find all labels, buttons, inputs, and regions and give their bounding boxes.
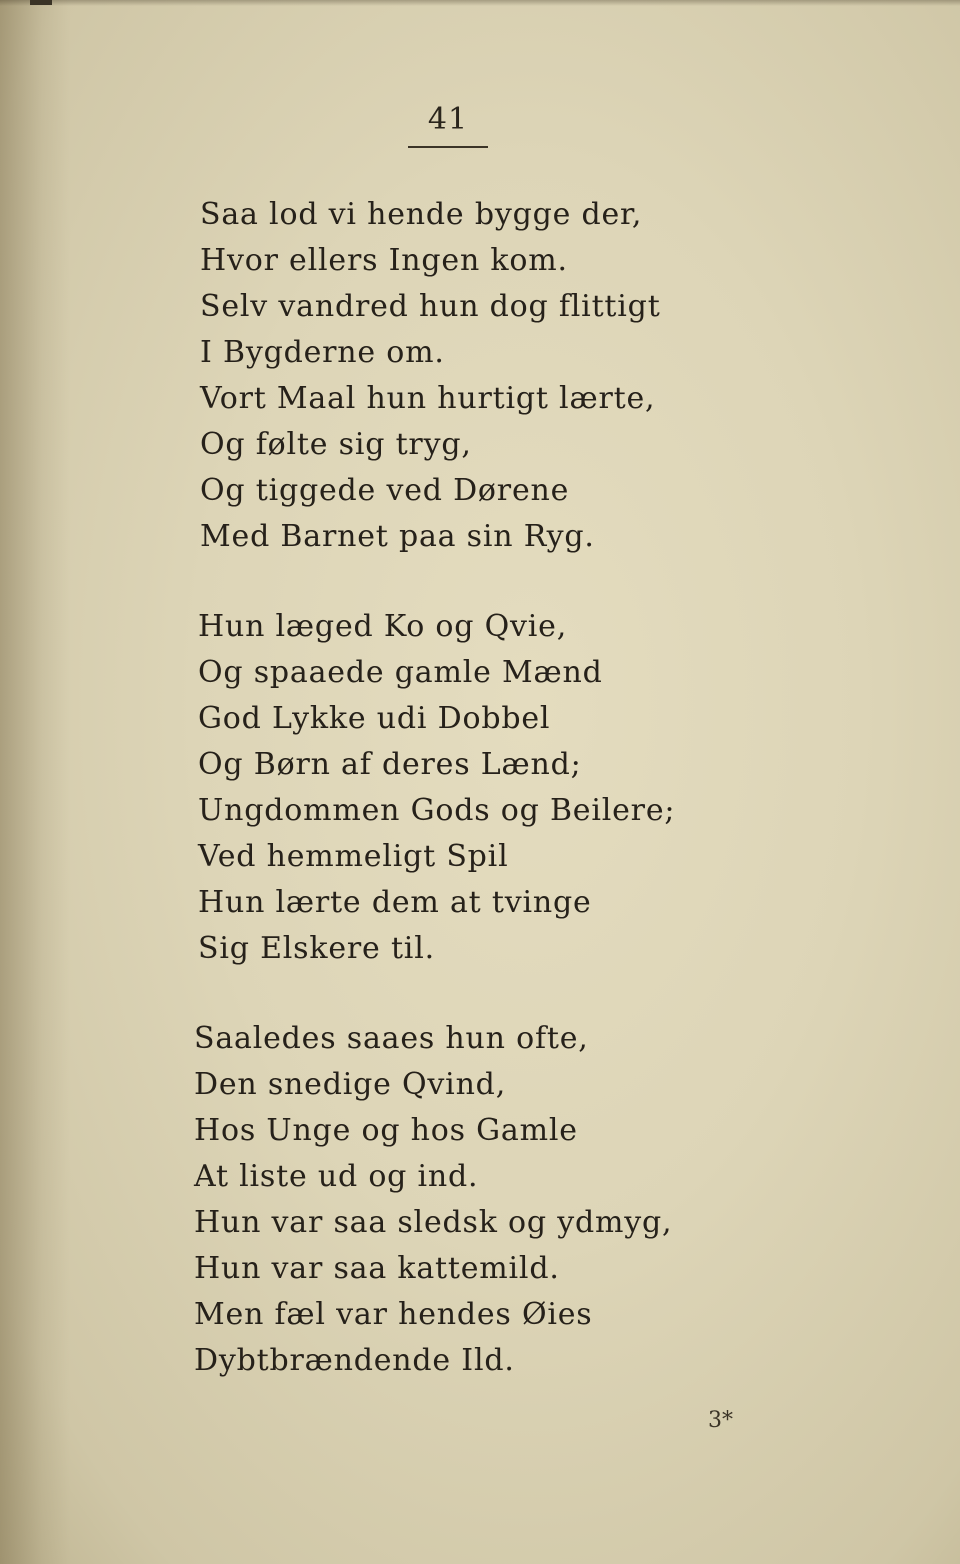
verse-line: Men fæl var hendes Øies <box>194 1297 593 1332</box>
verse-line: Hos Unge og hos Gamle <box>194 1113 578 1148</box>
verse-line: I Bygderne om. <box>200 335 445 370</box>
stanza-2 <box>198 604 675 972</box>
verse-line: Og tiggede ved Dørene <box>200 473 570 508</box>
stanza-3 <box>194 1016 672 1384</box>
verse-line: Hun var saa sledsk og ydmyg, <box>194 1205 673 1240</box>
verse-line: Hun læged Ko og Qvie, <box>198 609 568 644</box>
verse-line: Dybtbrændende Ild. <box>194 1343 515 1378</box>
verse-line: At liste ud og ind. <box>194 1159 479 1194</box>
verse-line: Hun lærte dem at tvinge <box>198 885 592 920</box>
verse-line: Selv vandred hun dog flittigt <box>200 289 661 324</box>
verse-line: Saaledes saaes hun ofte, <box>194 1021 589 1056</box>
verse-line: Og Børn af deres Lænd; <box>198 747 582 782</box>
verse-line: Hvor ellers Ingen kom. <box>200 243 568 278</box>
page-number-rule <box>408 146 488 148</box>
verse-line: God Lykke udi Dobbel <box>198 701 551 736</box>
page-top-edge <box>0 0 960 6</box>
stanza-1 <box>200 192 661 560</box>
verse-line: Den snedige Qvind, <box>194 1067 507 1102</box>
verse-line: Sig Elskere til. <box>198 931 435 966</box>
verse-line: Med Barnet paa sin Ryg. <box>200 519 595 554</box>
spine-shadow <box>0 0 70 1564</box>
verse-line: Hun var saa kattemild. <box>194 1251 560 1286</box>
top-edge-mark <box>30 0 52 5</box>
printer-signature-mark: 3* <box>708 1408 733 1433</box>
verse-line: Ungdommen Gods og Beilere; <box>198 793 676 828</box>
verse-line: Og følte sig tryg, <box>200 427 472 462</box>
verse-line: Saa lod vi hende bygge der, <box>200 197 643 232</box>
verse-line: Og spaaede gamle Mænd <box>198 655 603 690</box>
verse-line: Vort Maal hun hurtigt lærte, <box>200 381 656 416</box>
verse-line: Ved hemmeligt Spil <box>198 839 509 874</box>
page-number: 41 <box>427 102 469 137</box>
